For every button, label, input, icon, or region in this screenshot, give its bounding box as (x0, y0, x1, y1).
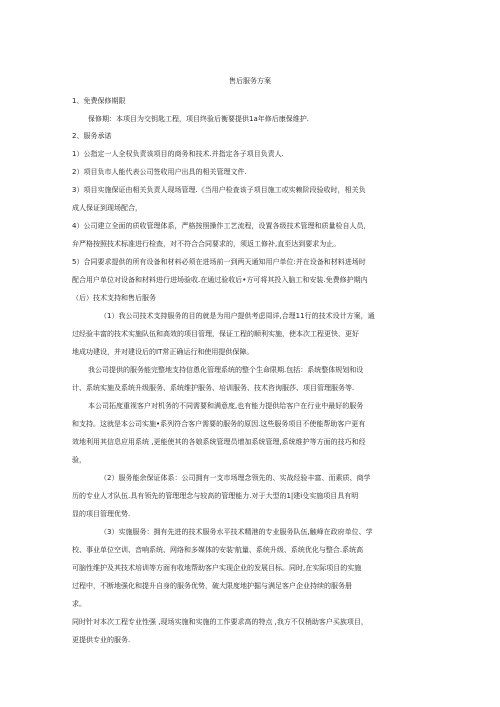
section-heading-commitment: 2、服务承诺 (72, 132, 112, 140)
paragraph-line: 配合用户单位对设备和材料进行进场验收.在通过验收后•方可将其投入脑工和安装.免费修护期内 (72, 276, 368, 284)
paragraph-line: 历的专业人才队伍.具有领先的管理理念与较高的管理能力.对于大型的1|建i殳实施项目具有明 (72, 492, 359, 500)
paragraph-line: 2）项目负市人能代表公司签收用户出具的相关管理文件. (72, 168, 247, 176)
paragraph-line: 同时针对本次工程专业性强 ,现场实施和实施的工作要求高的特点 ,我方不仅梢助客户买族项目， (72, 618, 368, 626)
document-title: 售后服务方案 (229, 77, 271, 85)
paragraph-line: 过程中，不断地强化和提升自身的服务优势，破大限度地护掘与满足客户企业持续的服务册 (72, 582, 352, 590)
paragraph-line: （1）我公司技术支持服务的目的就是为用户提供考虑周详,合理11行的技术设计方案，通 (100, 312, 375, 320)
paragraph-line: 我公司提供的服务能完整地支持信恿化管理系统的整个生命限期.包括：系统整体规划和设 (88, 366, 364, 374)
paragraph-line: 弁严格按照技术标准进行检查，对不符合合同要求的，须返工修补,直至达到要求为止。 (72, 240, 341, 248)
paragraph-line: 求。 (72, 600, 86, 608)
paragraph-line: 验， (72, 456, 86, 464)
paragraph-line: 过经验丰富的技术实施队伍和高效的项目管理，保证工程的顺利实施，使本次工程更快、更好 (72, 330, 359, 338)
paragraph-line: 效地利用其信息应用系统 ,更能使其的各娘系统管理员增加系统管理,系统维护等方面的技巧和经 (72, 438, 366, 446)
paragraph-line: 5）合同要求提供的所有设备和材料必须在进场前一到两天通知用户单位:并在设备和材料进场时 (72, 258, 366, 266)
paragraph-line: 成人保证到现场配合， (72, 204, 142, 212)
paragraph-line: 和支持。这就是本公司实施•系列符合客户需要的服务的原因.这些服务项目不使能帮助客户更有 (72, 420, 366, 428)
paragraph-line: （2）服务能余保证体系：公司拥有一支市场理念领先的、实战经验丰富、而素质、商学 (100, 474, 371, 482)
paragraph-line: 显的项目管理优势. (72, 510, 131, 518)
section-heading-warranty: 1、免费保修期限 (72, 97, 126, 105)
paragraph-line: 可脑性维护及其技术培训等方面有收地帮助客户实现企业的发展目标。同时,在实际项目的实施 (72, 564, 362, 572)
paragraph-line: （后）技术支持和售后服务 (72, 294, 156, 302)
paragraph-line: 4）公司建立全面的质收管理体系，严格按照操作工艺流程，设置各级技术管理和质量检自人员， (72, 222, 371, 230)
paragraph-line: 地成功建设，并对建设后的IT常正确运行和使用提供保障。 (72, 348, 254, 356)
paragraph-line: 保修期：本项目为交钥匙工程，项目终验后衡要提供1a年修后康保维护. (88, 115, 309, 123)
paragraph-line: 1）公指定一人全权负责该项目的商务和技术.并指定各子项目负责人. (72, 150, 284, 158)
paragraph-line: 校、事业单位空训、音响系统、网络和多媒体的安装'航量、系统升级、系统优化与整合.系统高 (72, 546, 364, 554)
paragraph-line: 更提供专业的服务. (72, 636, 131, 644)
paragraph-line: （3）实施服务：拥有先进的技术服务水平技术精港的专业服务队伍,触峰在政府单位、学 (100, 528, 373, 536)
paragraph-line: 3）项目实施保证由相关负责人现场管理.《当用户检查该子项目施工或实赖阶段验收时，相关负 (72, 186, 366, 194)
paragraph-line: 计、系统实施及系统升级服务、系统维护服务、培训服务、技术咨询服莎、项目管理服务等. (72, 384, 355, 392)
paragraph-line: 本公司拓度重视客户对机务的不同需要和满意度,也有能力提供给客户在行业中最好的服务 (88, 402, 364, 410)
